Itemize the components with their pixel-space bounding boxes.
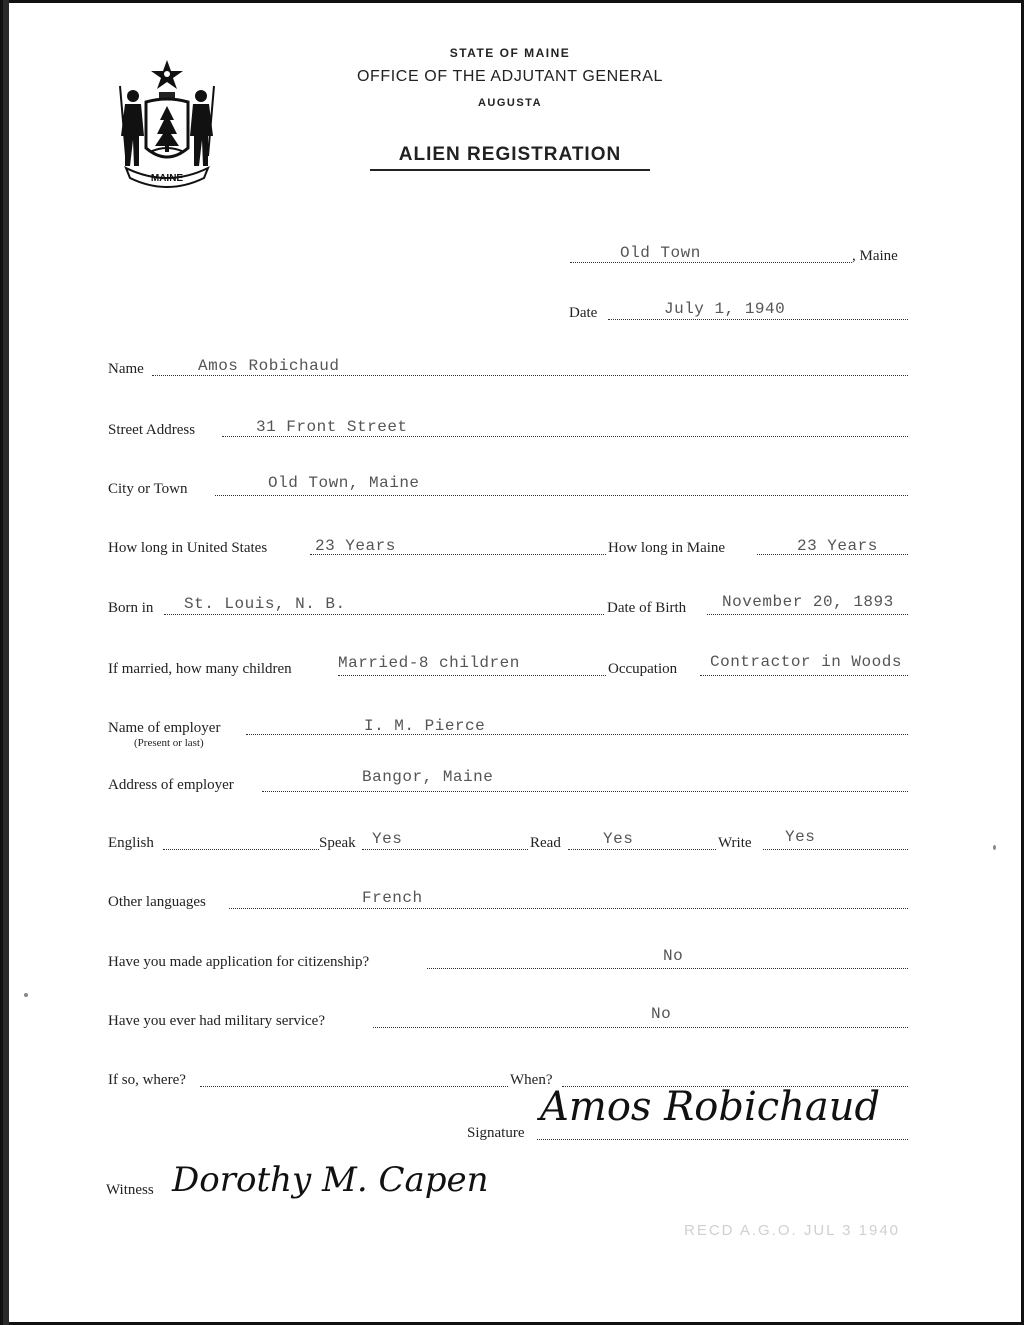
town-suffix: , Maine xyxy=(852,248,898,264)
when-label: When? xyxy=(510,1072,553,1088)
write-label: Write xyxy=(718,835,752,851)
occupation-value: Contractor in Woods xyxy=(710,653,902,671)
us-years-value: 23 Years xyxy=(315,537,396,555)
date-label: Date xyxy=(569,305,598,321)
witness-value: Dorothy M. Capen xyxy=(172,1160,489,1200)
employer-address-line xyxy=(262,791,908,792)
street-value: 31 Front Street xyxy=(256,418,408,436)
born-in-line xyxy=(164,614,604,615)
birth-date-value: November 20, 1893 xyxy=(722,593,894,611)
citizenship-line xyxy=(427,968,908,969)
form-title: ALIEN REGISTRATION xyxy=(398,144,622,165)
write-line xyxy=(763,849,908,850)
english-line xyxy=(163,849,319,850)
military-label: Have you ever had military service? xyxy=(108,1013,325,1029)
speak-label: Speak xyxy=(319,835,356,851)
where-line xyxy=(200,1086,508,1087)
name-value: Amos Robichaud xyxy=(198,357,340,375)
header-state: STATE OF MAINE xyxy=(449,46,571,60)
signature-label: Signature xyxy=(467,1125,525,1141)
birth-date-label: Date of Birth xyxy=(607,600,687,616)
other-languages-value: French xyxy=(362,889,423,907)
svg-text:MAINE: MAINE xyxy=(150,173,184,184)
citizenship-value: No xyxy=(663,947,684,965)
street-line xyxy=(222,436,908,437)
read-value: Yes xyxy=(603,830,634,848)
write-value: Yes xyxy=(785,828,816,846)
children-label: If married, how many children xyxy=(108,661,292,677)
city-value: Old Town, Maine xyxy=(268,474,420,492)
birth-date-line xyxy=(707,614,908,615)
citizenship-label: Have you made application for citizenship? xyxy=(108,954,370,970)
military-value: No xyxy=(651,1005,672,1023)
speck xyxy=(24,993,28,997)
name-line xyxy=(152,375,908,376)
where-label: If so, where? xyxy=(108,1072,186,1088)
title-underline xyxy=(370,169,650,171)
born-in-value: St. Louis, N. B. xyxy=(184,595,346,613)
employer-note: (Present or last) xyxy=(134,737,204,749)
name-label: Name xyxy=(108,361,144,377)
maine-seal-icon xyxy=(108,56,226,188)
signature-value: Amos Robichaud xyxy=(540,1084,881,1130)
date-line xyxy=(608,319,908,320)
town-value: Old Town xyxy=(620,244,701,262)
read-label: Read xyxy=(530,835,561,851)
employer-line xyxy=(246,734,908,735)
page-edge xyxy=(3,0,9,1325)
born-in-label: Born in xyxy=(108,600,154,616)
city-label: City or Town xyxy=(108,481,188,497)
other-languages-label: Other languages xyxy=(108,894,206,910)
witness-label: Witness xyxy=(106,1182,154,1198)
town-line xyxy=(570,262,852,263)
street-label: Street Address xyxy=(108,422,196,438)
speck xyxy=(993,845,996,850)
city-line xyxy=(215,495,908,496)
children-line xyxy=(338,675,606,676)
maine-years-label: How long in Maine xyxy=(608,540,726,556)
speak-value: Yes xyxy=(372,830,403,848)
military-line xyxy=(373,1027,908,1028)
occupation-label: Occupation xyxy=(608,661,678,677)
signature-line xyxy=(537,1139,908,1140)
english-label: English xyxy=(108,835,154,851)
employer-address-label: Address of employer xyxy=(108,777,234,793)
maine-years-value: 23 Years xyxy=(797,537,878,555)
employer-value: I. M. Pierce xyxy=(364,717,486,735)
header-office: OFFICE OF THE ADJUTANT GENERAL xyxy=(356,68,664,85)
employer-label: Name of employer xyxy=(108,720,221,736)
received-stamp: RECD A.G.O. JUL 3 1940 xyxy=(684,1222,901,1239)
children-value: Married-8 children xyxy=(338,654,520,672)
read-line xyxy=(568,849,716,850)
employer-address-value: Bangor, Maine xyxy=(362,768,494,786)
date-value: July 1, 1940 xyxy=(664,300,786,318)
occupation-line xyxy=(700,675,908,676)
us-years-label: How long in United States xyxy=(108,540,268,556)
other-languages-line xyxy=(229,908,908,909)
speak-line xyxy=(362,849,528,850)
header-city: AUGUSTA xyxy=(477,97,543,109)
